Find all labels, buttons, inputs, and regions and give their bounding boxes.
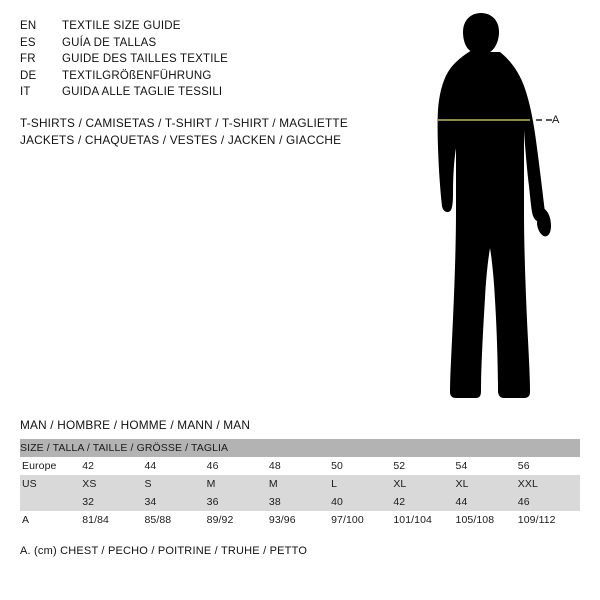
table-cell: 32 bbox=[82, 493, 144, 511]
table-row bbox=[20, 511, 580, 529]
table-cell: 36 bbox=[207, 493, 269, 511]
row-label bbox=[20, 493, 82, 511]
language-text: TEXTILE SIZE GUIDE bbox=[62, 20, 181, 32]
table-cell: 101/104 bbox=[393, 511, 455, 529]
table-cell: XXL bbox=[518, 475, 580, 493]
size-table bbox=[20, 439, 580, 529]
table-cell: S bbox=[144, 475, 206, 493]
chest-marker-label: A bbox=[552, 114, 560, 126]
table-row bbox=[20, 493, 580, 511]
row-label: A bbox=[20, 511, 82, 529]
category-tshirts: T-SHIRTS / CAMISETAS / T-SHIRT / T-SHIRT / MAGLIETTE bbox=[20, 115, 348, 130]
language-code: EN bbox=[20, 20, 37, 32]
language-code: DE bbox=[20, 69, 37, 82]
body-figure bbox=[402, 10, 582, 410]
table-row bbox=[20, 475, 580, 493]
table-cell: 46 bbox=[518, 493, 580, 511]
table-cell: 105/108 bbox=[456, 511, 518, 529]
table-row bbox=[20, 457, 580, 475]
man-silhouette-icon bbox=[402, 10, 582, 410]
table-footnote: A. (cm) CHEST / PECHO / POITRINE / TRUHE / PETTO bbox=[20, 545, 308, 557]
language-row bbox=[20, 18, 228, 35]
table-cell: 97/100 bbox=[331, 511, 393, 529]
table-cell: 85/88 bbox=[144, 511, 206, 529]
table-header-row bbox=[20, 439, 580, 457]
language-row bbox=[20, 84, 228, 101]
table-cell: 44 bbox=[456, 493, 518, 511]
language-list bbox=[20, 18, 228, 101]
table-cell: L bbox=[331, 475, 393, 493]
language-row bbox=[20, 35, 228, 52]
table-cell: 42 bbox=[393, 493, 455, 511]
table-title: MAN / HOMBRE / HOMME / MANN / MAN bbox=[20, 418, 251, 432]
table-cell: 109/112 bbox=[518, 511, 580, 529]
table-cell: M bbox=[207, 475, 269, 493]
table-cell: 81/84 bbox=[82, 511, 144, 529]
language-code: FR bbox=[20, 53, 36, 65]
table-cell: M bbox=[269, 475, 331, 493]
table-cell: 40 bbox=[331, 493, 393, 511]
table-cell: 48 bbox=[269, 457, 331, 475]
table-cell: 50 bbox=[331, 457, 393, 475]
table-cell: XL bbox=[456, 475, 518, 493]
table-header-label: SIZE / TALLA / TAILLE / GRÖSSE / TAGLIA bbox=[20, 439, 580, 457]
table-cell: 44 bbox=[144, 457, 206, 475]
table-cell: XL bbox=[393, 475, 455, 493]
row-label: US bbox=[20, 475, 82, 493]
language-code: ES bbox=[20, 36, 36, 49]
table-cell: 34 bbox=[144, 493, 206, 511]
table-cell: 46 bbox=[207, 457, 269, 475]
table-cell: 38 bbox=[269, 493, 331, 511]
row-label: Europe bbox=[20, 457, 82, 475]
table-cell: 42 bbox=[82, 457, 144, 475]
language-text: GUÍA DE TALLAS bbox=[62, 36, 157, 49]
language-text: TEXTILGRÖßENFÜHRUNG bbox=[62, 69, 212, 82]
table-cell: 52 bbox=[393, 457, 455, 475]
table-cell: 89/92 bbox=[207, 511, 269, 529]
language-text: GUIDA ALLE TAGLIE TESSILI bbox=[62, 86, 223, 98]
language-text: GUIDE DES TAILLES TEXTILE bbox=[62, 53, 229, 65]
language-code: IT bbox=[20, 86, 31, 98]
language-row bbox=[20, 51, 228, 68]
table-cell: XS bbox=[82, 475, 144, 493]
table-cell: 56 bbox=[518, 457, 580, 475]
table-cell: 54 bbox=[456, 457, 518, 475]
category-jackets: JACKETS / CHAQUETAS / VESTES / JACKEN / GIACCHE bbox=[20, 132, 342, 147]
size-table-section bbox=[20, 418, 580, 557]
table-cell: 93/96 bbox=[269, 511, 331, 529]
language-row bbox=[20, 68, 228, 85]
